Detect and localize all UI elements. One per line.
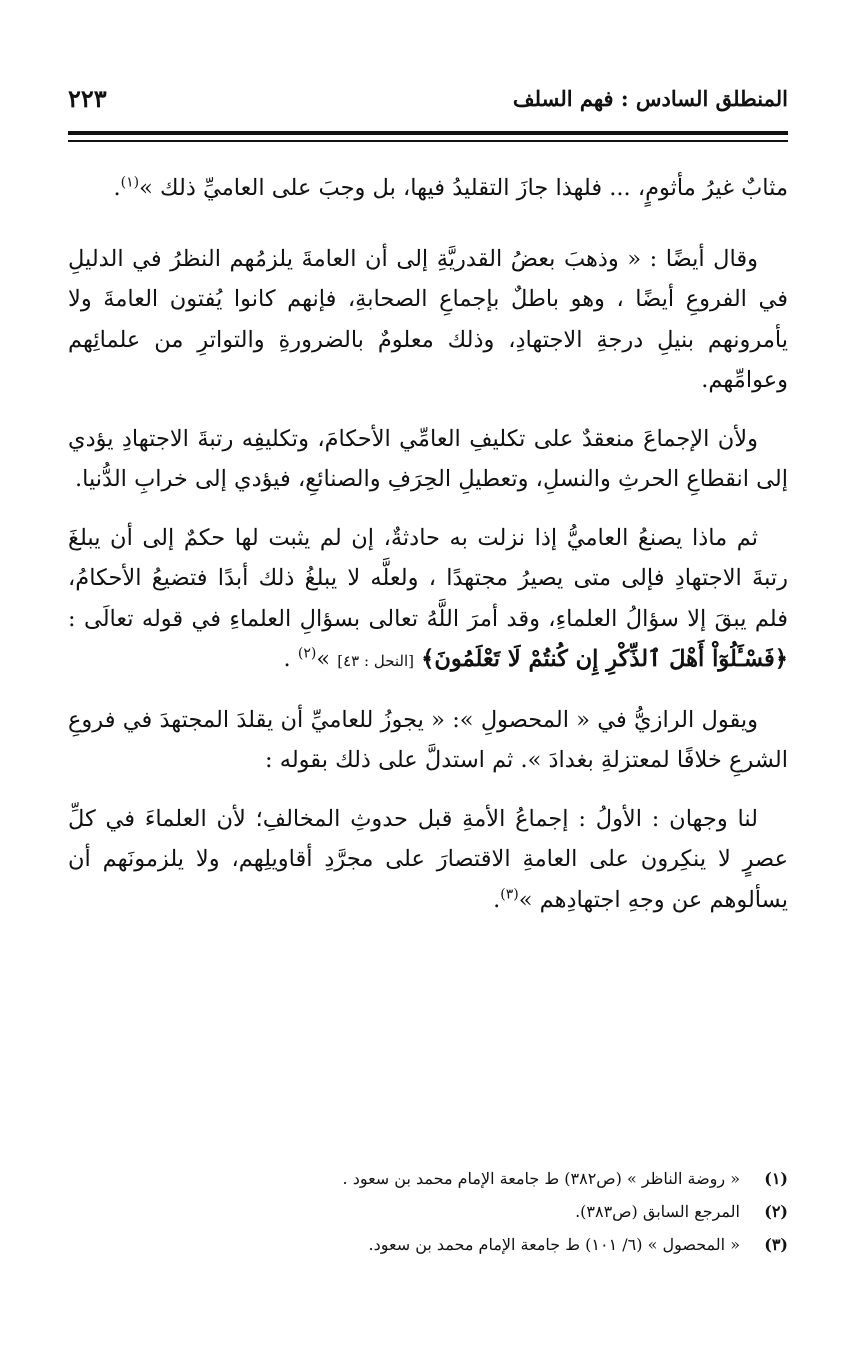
- running-head: المنطلق السادس : فهم السلف: [512, 85, 788, 111]
- footnote: [68, 1162, 788, 1195]
- footnote-number: (١): [764, 1169, 788, 1188]
- paragraph-6-end: .: [493, 886, 501, 913]
- page-header: [68, 78, 788, 118]
- paragraph-1-end: .: [113, 175, 121, 201]
- footnotes: [68, 1162, 788, 1261]
- paragraph-6-text: لنا وجهان : الأولُ : إجماعُ الأمةِ قبل حدوثِ المخالفِ؛ لأن العلماءَ في كلِّ عصرٍ لا ينكِرون على العامةِ الاقتصارَ على مجرَّدِ أقاويلِهم، ولا يلزمونَهم أن يسألوهم عن وجهِ اجتهادِهم »: [68, 805, 788, 913]
- paragraph-4: [68, 518, 788, 682]
- paragraph-3: ولأن الإجماعَ منعقدٌ على تكليفِ العامِّي الأحكامَ، وتكليفِه رتبةَ الاجتهادِ يؤدي إلى انقطاعِ الحرثِ والنسلِ، وتعطيلِ الحِرَفِ والصنائعِ، فيؤدي إلى خرابِ الدُّنيا.: [68, 425, 788, 492]
- paragraph-1-text: مثابٌ غيرُ مأثومٍ، ... فلهذا جازَ التقليدُ فيها، بل وجبَ على العاميِّ ذلك »: [139, 175, 788, 201]
- paragraph-1: [68, 168, 788, 209]
- footnote: [68, 1195, 788, 1228]
- footnote: [68, 1228, 788, 1261]
- paragraph-4-end: .: [283, 646, 291, 672]
- header-rule-thin: [68, 140, 788, 142]
- main-text: [68, 168, 788, 938]
- footnote-ref-2: (٢): [297, 645, 317, 662]
- quran-verse: ﴿فَسْـَٔلُوٓاْ أَهْلَ ٱلذِّكْرِ إِن كُنتُمْ لَا تَعْلَمُونَ﴾: [421, 646, 788, 672]
- footnote-text: « روضة الناظر » (ص٣٨٢) ط جامعة الإمام محمد بن سعود .: [342, 1169, 740, 1188]
- verse-citation: [النحل : ٤٣]: [337, 652, 414, 670]
- paragraph-2: وقال أيضًا : « وذهبَ بعضُ القدريَّةِ إلى أن العامةَ يلزمُهم النظرُ في الدليلِ في الفروعِ أيضًا ، وهو باطلٌ بإجماعِ الصحابةِ، فإنهم كانوا يُفتون العامةَ ولا يأمرونهم بنيلِ درجةِ الاجتهادِ، وذلك معلومٌ بالضرورةِ والتواترِ من علمائِهم وعوامِّهم.: [68, 245, 788, 393]
- footnote-text: « المحصول » (٦/ ١٠١) ط جامعة الإمام محمد بن سعود.: [368, 1235, 740, 1254]
- paragraph-4-text: ثم ماذا يصنعُ العاميُّ إذا نزلت به حادثةٌ، إن لم يثبت لها حكمٌ إلى أن يبلغَ رتبةَ الاجتهادِ فإلى متى يصيرُ مجتهدًا ، ولعلَّه لا يبلغُ ذلك أبدًا فتضيعُ الأحكامُ، فلم يبقَ إلا سؤالُ العلماءِ، وقد أمرَ اللَّهُ تعالى بسؤالِ العلماءِ في قوله تعالَى :: [68, 524, 788, 632]
- footnote-ref-1: (١): [120, 174, 140, 191]
- page-number: ٢٢٣: [68, 83, 107, 113]
- footnote-ref-3: (٣): [500, 886, 519, 902]
- footnote-number: (٢): [764, 1202, 788, 1221]
- header-rule-thick: [68, 131, 788, 135]
- paragraph-5: ويقول الرازيُّ في « المحصولِ »: « يجوزُ للعاميِّ أن يقلدَ المجتهدَ في فروعِ الشرعِ خلافًا لمعتزلةِ بغدادَ ». ثم استدلَّ على ذلك بقوله :: [68, 706, 788, 773]
- paragraph-6: [68, 799, 788, 921]
- quote-close: »: [316, 646, 331, 672]
- footnote-text: المرجع السابق (ص٣٨٣).: [575, 1202, 740, 1221]
- footnote-number: (٣): [764, 1235, 788, 1254]
